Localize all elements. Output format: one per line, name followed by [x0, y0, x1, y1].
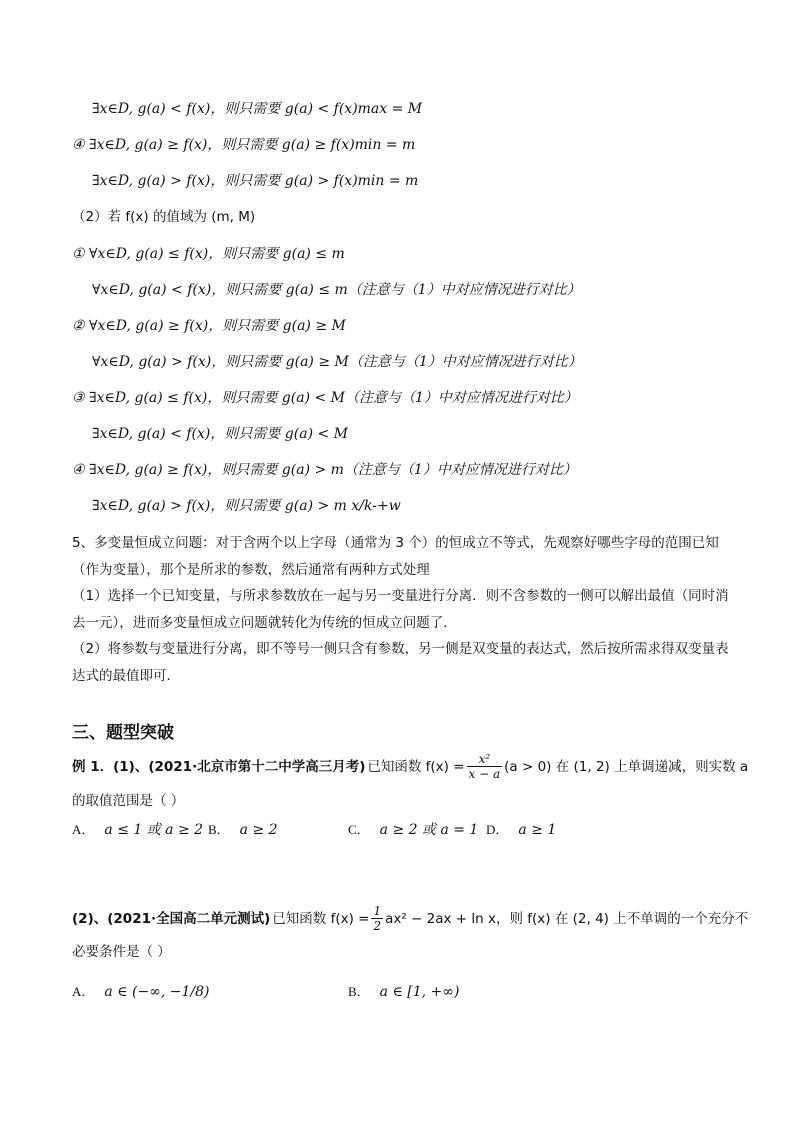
q1-option-d: D． a ≥ 1: [486, 822, 557, 838]
para-5-method-2: （2）将参数与变量进行分离，即不等号一侧只含有参数，另一侧是双变量的表达式，然后按所需求得双变量表达式的最值即可．: [72, 641, 729, 684]
q2-source: (2)、(2021·全国高二单元测试): [72, 910, 271, 927]
q1-frac-denominator: x − a: [468, 767, 501, 781]
q2-option-b: B． a ∈ [1, +∞): [348, 984, 460, 1000]
para-5-intro: 5、多变量恒成立问题：对于含两个以上字母（通常为 3 个）的恒成立不等式，先观察好哪些字母的范围已知（作为变量），那个是所求的参数，然后通常有两种方式处理: [72, 535, 719, 578]
item-2b: ∀x∈D, g(a) > f(x)，则只需要 g(a) ≥ M（注意与（1）中对应情况进行对比）: [92, 354, 582, 370]
q1-option-b: B． a ≥ 2: [208, 822, 278, 838]
q1-option-c: C． a ≥ 2 或 a = 1: [348, 822, 479, 838]
item-3a: ③ ∃x∈D, g(a) ≤ f(x)，则只需要 g(a) < M（注意与（1）中对应情况进行对比）: [72, 390, 578, 406]
example-1-source: 例 1．(1)、(2021·北京市第十二中学高三月考): [72, 758, 366, 775]
q1-frac-numerator: x²: [467, 752, 503, 767]
cond-4-exists-ge-min: ④ ∃x∈D, g(a) ≥ f(x)，则只需要 g(a) ≥ f(x)min = m: [72, 137, 416, 153]
q2-frac-denominator: 2: [373, 919, 382, 933]
q1-stem-c: 的取值范围是（ ）: [72, 793, 185, 809]
q2-options: [72, 981, 459, 1000]
q2-stem-c: 必要条件是（ ）: [72, 944, 171, 960]
item-2a: ② ∀x∈D, g(a) ≥ f(x)，则只需要 g(a) ≥ M: [72, 318, 346, 334]
example-1-question-2: [72, 904, 748, 933]
q2-option-a: A． a ∈ (−∞, −1/8): [72, 984, 210, 1000]
q1-stem-b: (a > 0) 在 (1, 2) 上单调递减，则实数 a: [504, 758, 749, 775]
q2-stem-b: ax² − 2ax + ln x，则 f(x) 在 (2, 4) 上不单调的一个充分不: [385, 910, 749, 927]
q2-frac-numerator: 1: [373, 904, 382, 918]
q1-fraction: [467, 752, 503, 781]
q1-stem-a: 已知函数 f(x) =: [367, 758, 465, 775]
item-4a: ④ ∃x∈D, g(a) ≥ f(x)，则只需要 g(a) > m（注意与（1）中对应情况进行对比）: [72, 462, 577, 478]
item-3b: ∃x∈D, g(a) < f(x)，则只需要 g(a) < M: [92, 426, 348, 442]
example-1-question-1: [72, 752, 748, 781]
subsection-2-title: （2）若 f(x) 的值域为 (m, M): [72, 209, 256, 225]
section-heading: 三、题型突破: [72, 723, 174, 743]
q2-stem-a: 已知函数 f(x) =: [272, 910, 370, 927]
q1-option-a: A． a ≤ 1 或 a ≥ 2: [72, 822, 204, 838]
cond-exists-lt-max: ∃x∈D, g(a) < f(x)，则只需要 g(a) < f(x)max = M: [92, 101, 423, 117]
q2-fraction: [371, 904, 383, 933]
q1-options: [72, 819, 606, 839]
cond-exists-gt-min: ∃x∈D, g(a) > f(x)，则只需要 g(a) > f(x)min = m: [92, 173, 419, 189]
item-1a: ① ∀x∈D, g(a) ≤ f(x)，则只需要 g(a) ≤ m: [72, 246, 345, 262]
item-4b: ∃x∈D, g(a) > f(x)，则只需要 g(a) > m x/k-+w: [92, 498, 401, 514]
para-5-method-1: （1）选择一个已知变量，与所求参数放在一起与另一变量进行分离．则不含参数的一侧可以解出最值（同时消去一元），进而多变量恒成立问题就转化为传统的恒成立问题了．: [72, 588, 729, 631]
item-1b: ∀x∈D, g(a) < f(x)，则只需要 g(a) ≤ m（注意与（1）中对应情况进行对比）: [92, 282, 581, 298]
